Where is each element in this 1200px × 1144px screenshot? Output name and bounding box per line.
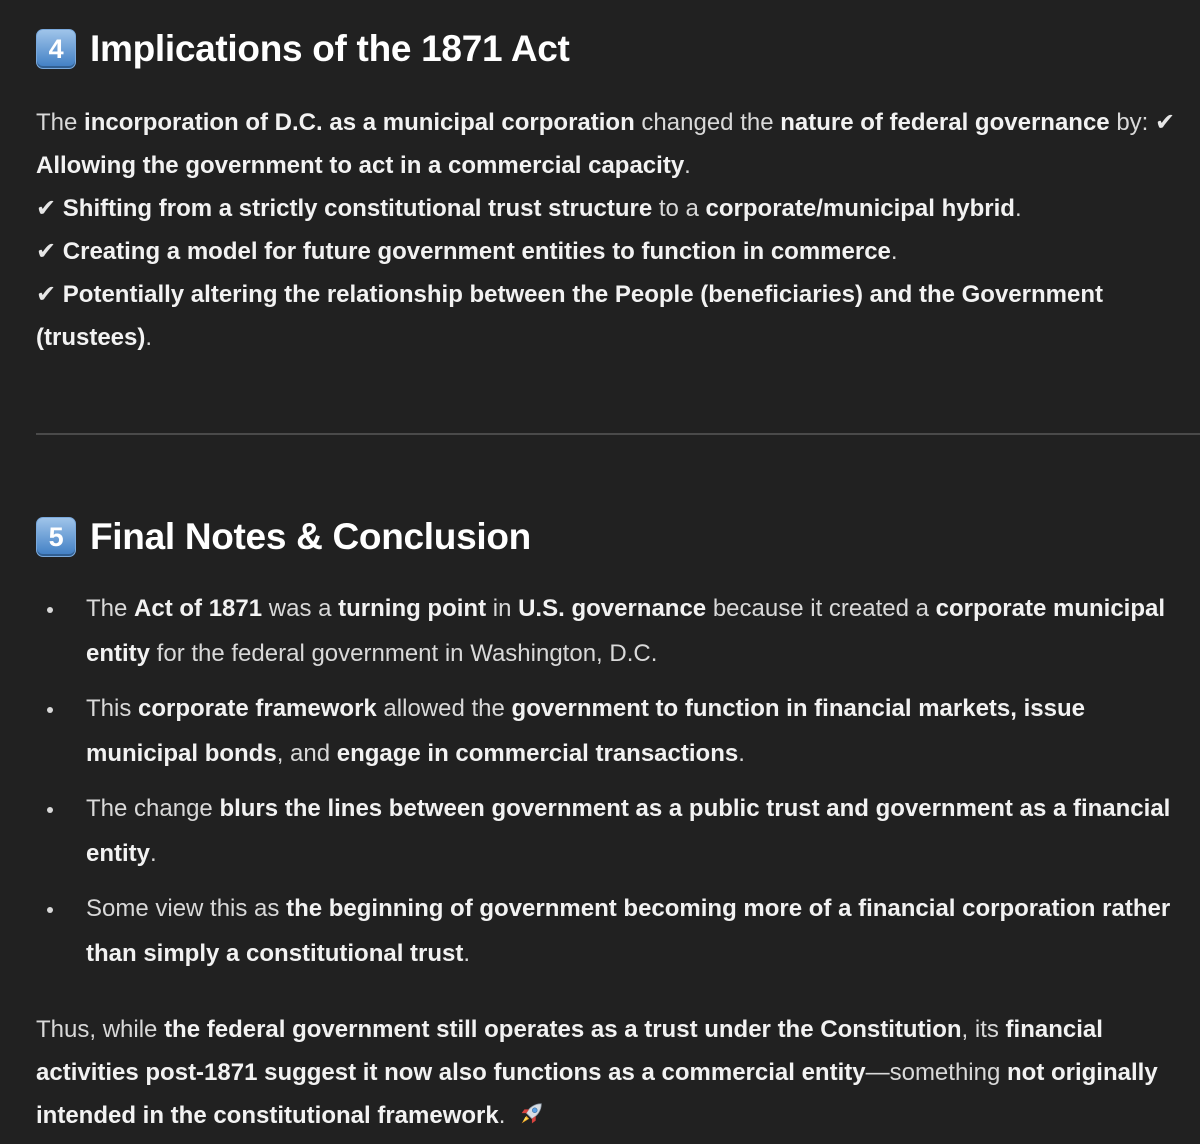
text-run: The xyxy=(36,109,85,136)
text-run: Some view this as xyxy=(86,895,287,922)
checkmark-icon: ✔ xyxy=(36,195,57,222)
bold-run: corporate municipal entity xyxy=(86,595,1166,667)
bold-run: Act of 1871 xyxy=(134,595,263,622)
text-run: The change xyxy=(86,795,220,822)
bold-run: Shifting from a strictly constitutional trust structure xyxy=(62,195,653,222)
text-run: allowed the xyxy=(376,695,512,722)
bold-run: the federal government still operates as a trust under the Constitution xyxy=(164,1016,962,1043)
text-run: —something xyxy=(865,1059,1007,1086)
implications-paragraph xyxy=(36,101,1200,359)
text-run: , its xyxy=(961,1016,1006,1043)
text-run: This xyxy=(86,695,139,722)
text-run: The xyxy=(86,595,135,622)
bold-run: corporate framework xyxy=(138,695,377,722)
text-run: . xyxy=(145,324,153,351)
text-run: . xyxy=(890,238,898,265)
rocket-icon xyxy=(516,1099,546,1129)
text-run: , and xyxy=(276,740,337,767)
text-run: Thus, while xyxy=(36,1016,165,1043)
text-run: . xyxy=(738,740,745,767)
text-run: . xyxy=(498,1102,513,1129)
bold-run: blurs the lines between government as a public trust and government as a financial entity xyxy=(86,795,1171,867)
section-final-notes xyxy=(36,514,1200,986)
section-title: Implications of the 1871 Act xyxy=(90,28,570,69)
text-run: by: xyxy=(1109,109,1156,136)
text-run: because it created a xyxy=(706,595,936,622)
bold-run: nature of federal governance xyxy=(780,109,1110,136)
bold-run: not originally intended in the constitutional framework xyxy=(36,1059,1158,1129)
bold-run: incorporation of D.C. as a municipal corporation xyxy=(84,109,635,136)
text-run: for the federal government in Washington, D.C. xyxy=(150,640,658,667)
text-run: changed the xyxy=(634,109,781,136)
checkmark-icon: ✔ xyxy=(36,281,57,308)
list-item xyxy=(36,686,1200,776)
conclusion-paragraph-wrap xyxy=(36,1008,1200,1137)
section-title: Final Notes & Conclusion xyxy=(90,516,531,557)
bold-run: Creating a model for future government entities to function in commerce xyxy=(62,238,891,265)
bold-run: Allowing the government to act in a commercial capacity xyxy=(36,152,685,179)
text-run: . xyxy=(1014,195,1022,222)
conclusion-bullet-list xyxy=(36,586,1200,976)
text-run: was a xyxy=(262,595,339,622)
bold-run: the beginning of government becoming more of a financial corporation rather than simply a constitutional trust xyxy=(86,895,1171,967)
bold-run: turning point xyxy=(338,595,487,622)
text-run: . xyxy=(684,152,691,179)
checkmark-icon: ✔ xyxy=(1155,109,1176,136)
bold-run: financial activities post-1871 suggest it now also functions as a commercial entity xyxy=(36,1016,1103,1086)
section-divider xyxy=(36,433,1200,435)
bold-run: government to function in financial markets, issue municipal bonds xyxy=(86,695,1085,767)
bold-run: engage in commercial transactions xyxy=(336,740,739,767)
conclusion-paragraph xyxy=(36,1008,1200,1137)
text-run: . xyxy=(463,940,471,967)
section-implications xyxy=(36,26,1200,359)
text-run: . xyxy=(150,840,157,867)
text-run: to a xyxy=(652,195,706,222)
bold-run: Potentially altering the relationship between the People (beneficiaries) and the Government (trustees) xyxy=(36,281,1103,351)
keycap-4-icon: 4 xyxy=(36,29,76,69)
bold-run: U.S. governance xyxy=(518,595,707,622)
text-run: in xyxy=(486,595,519,622)
bold-run: corporate/municipal hybrid xyxy=(705,195,1015,222)
section-heading xyxy=(36,26,1200,72)
list-item xyxy=(36,586,1200,676)
list-item xyxy=(36,886,1200,976)
list-item xyxy=(36,786,1200,876)
section-heading xyxy=(36,514,1200,560)
checkmark-icon: ✔ xyxy=(36,238,57,265)
keycap-5-icon: 5 xyxy=(36,517,76,557)
